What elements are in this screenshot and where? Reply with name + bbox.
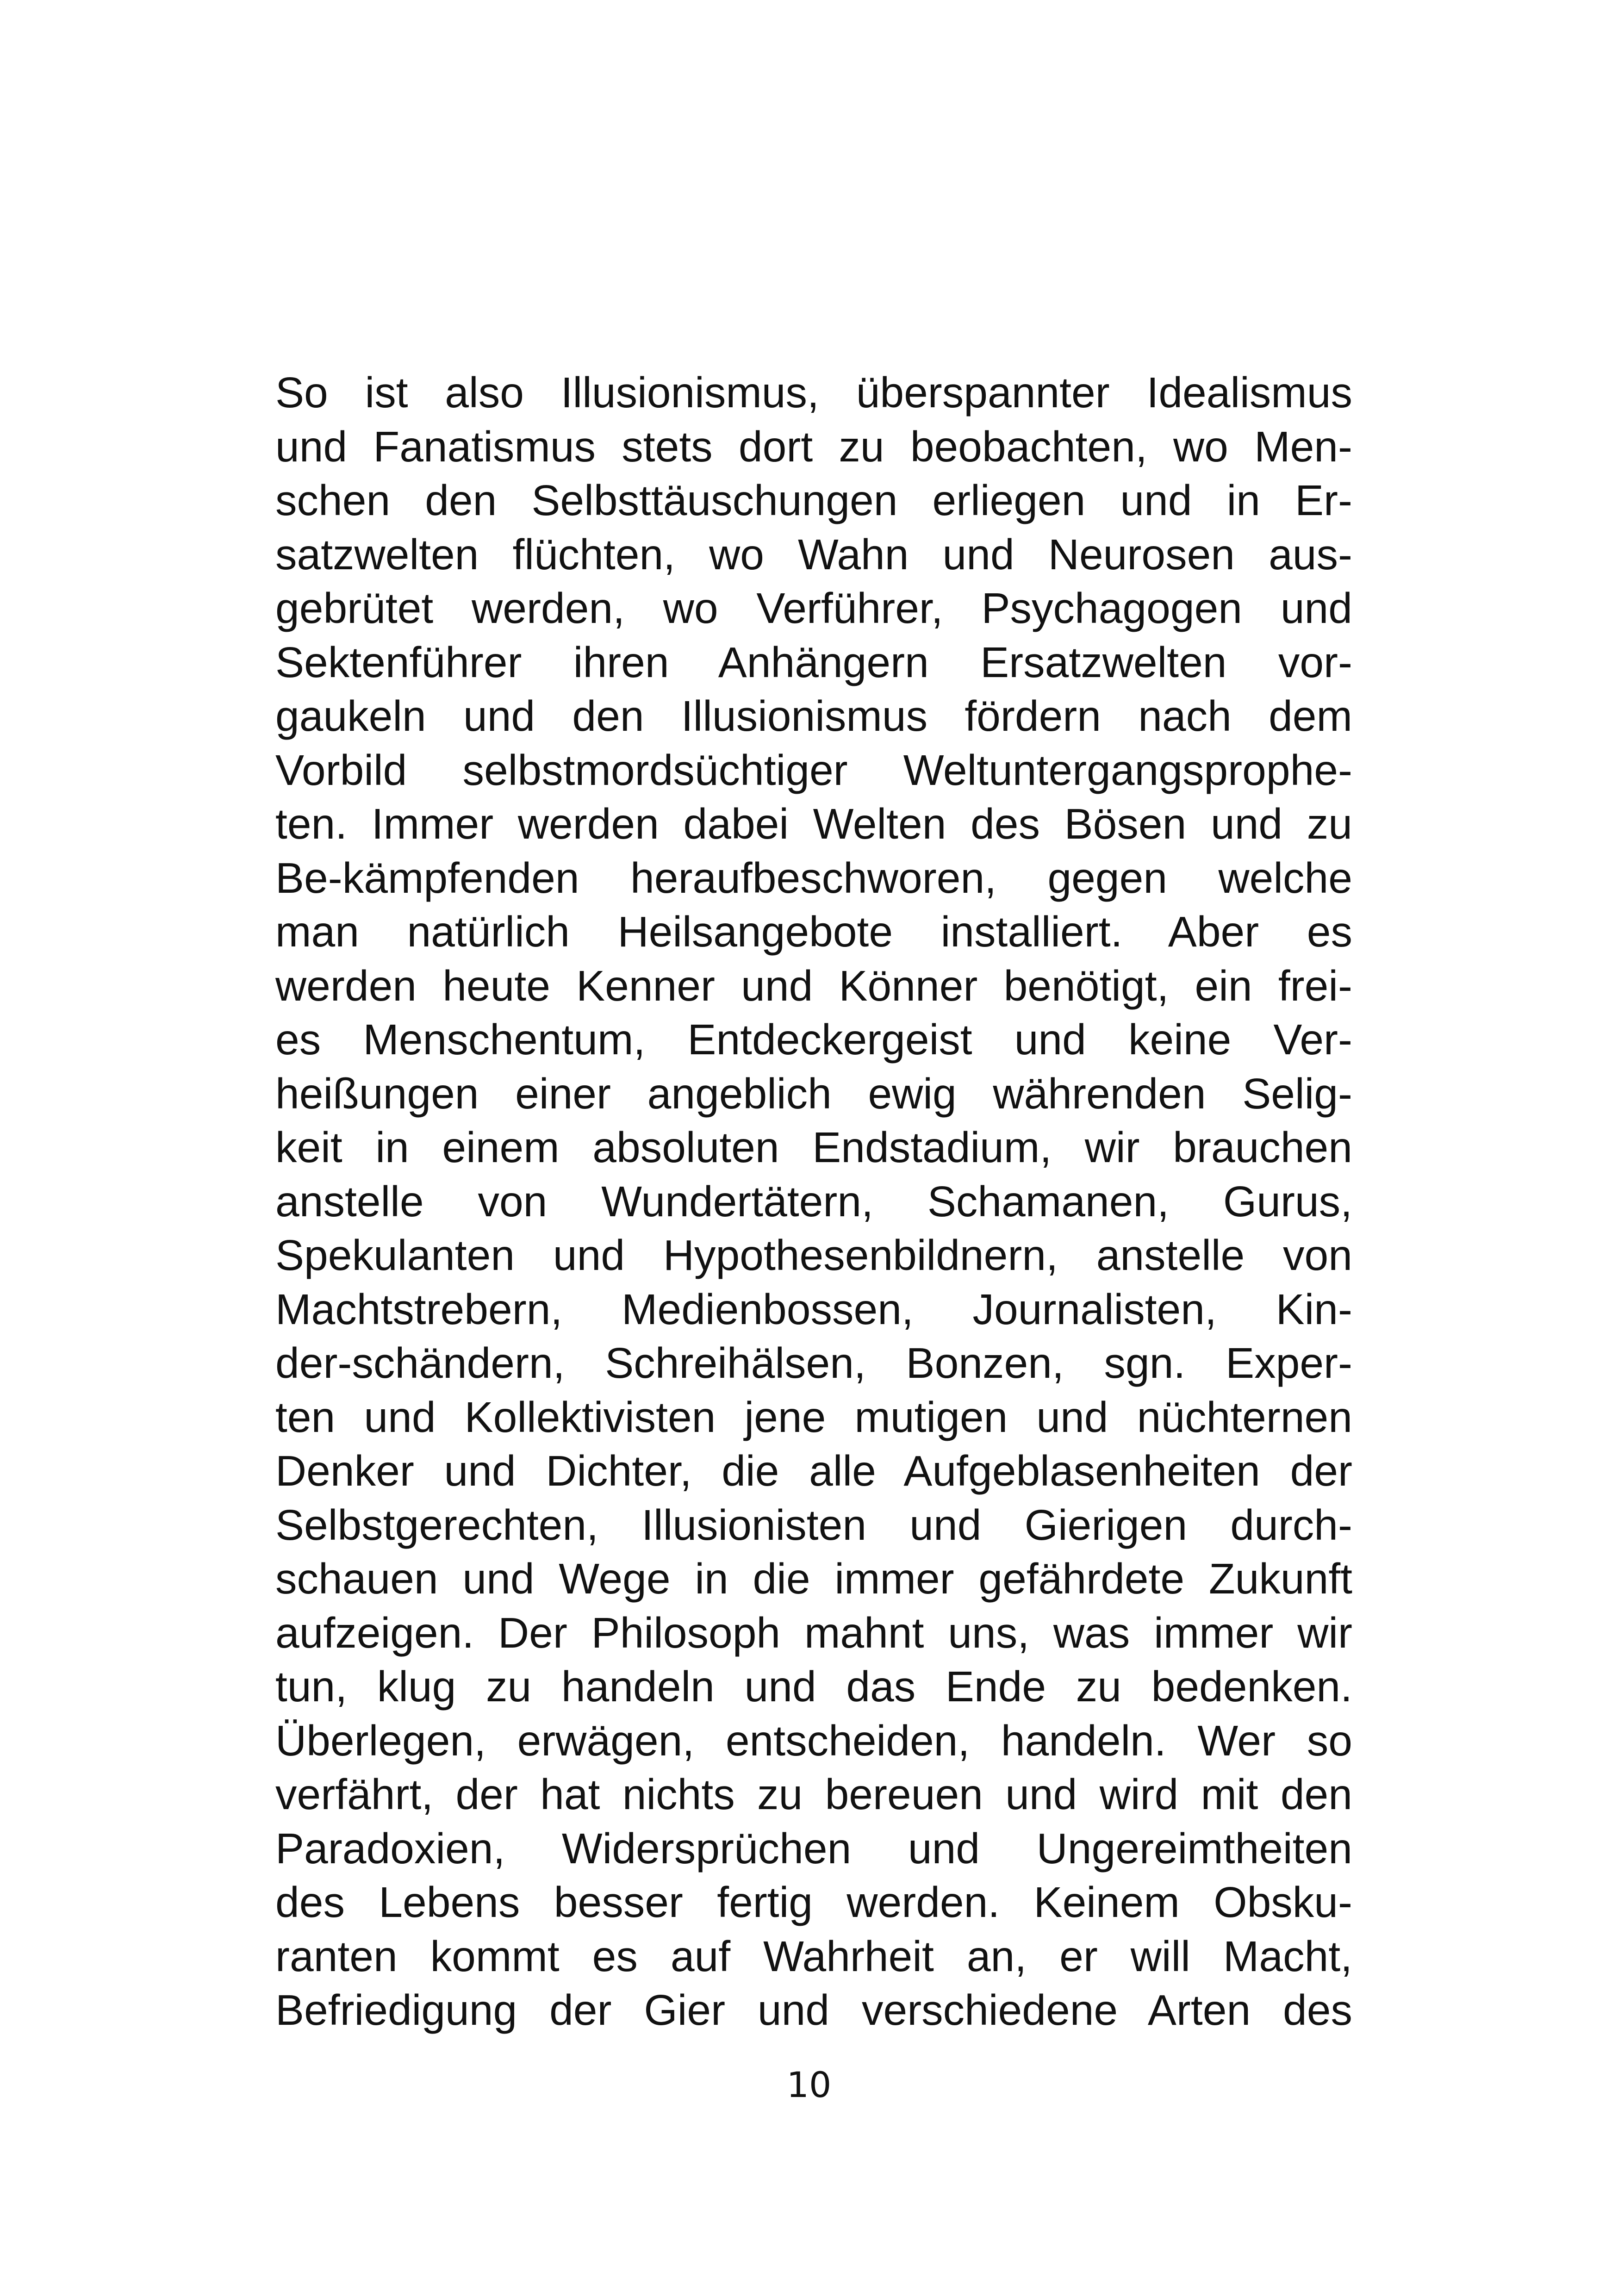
text-line: tun, klug zu handeln und das Ende zu bedenken.	[275, 1662, 1352, 1711]
text-line: schauen und Wege in die immer gefährdete Zukunft	[275, 1555, 1352, 1603]
text-line: Paradoxien, Widersprüchen und Ungereimtheiten	[275, 1824, 1352, 1873]
text-line: heißungen einer angeblich ewig währenden Selig-	[275, 1069, 1352, 1118]
text-line: des Lebens besser fertig werden. Keinem Obsku-	[275, 1878, 1352, 1926]
text-line: verfährt, der hat nichts zu bereuen und wird mit den	[275, 1770, 1352, 1818]
text-line: schen den Selbsttäuschungen erliegen und in Er-	[275, 476, 1352, 524]
text-line: der-schändern, Schreihälsen, Bonzen, sgn. Exper-	[275, 1339, 1352, 1387]
text-line: Sektenführer ihren Anhängern Ersatzwelten vor-	[275, 638, 1352, 686]
text-line: keit in einem absoluten Endstadium, wir brauchen	[275, 1123, 1352, 1171]
text-line: Machtstrebern, Medienbossen, Journalisten, Kin-	[275, 1285, 1352, 1333]
text-line: man natürlich Heilsangebote installiert. Aber es	[275, 908, 1352, 956]
text-line: anstelle von Wundertätern, Schamanen, Gurus,	[275, 1177, 1352, 1226]
text-line: und Fanatismus stets dort zu beobachten, wo Men-	[275, 422, 1352, 471]
text-line: ten. Immer werden dabei Welten des Bösen und zu	[275, 800, 1352, 848]
text-line: Spekulanten und Hypothesenbildnern, anstelle von	[275, 1231, 1352, 1279]
text-line: Überlegen, erwägen, entscheiden, handeln. Wer so	[275, 1716, 1352, 1765]
text-line: ten und Kollektivisten jene mutigen und nüchternen	[275, 1393, 1352, 1441]
text-line: werden heute Kenner und Könner benötigt, ein frei-	[275, 961, 1352, 1010]
text-line: Be-kämpfenden heraufbeschworen, gegen welche	[275, 853, 1352, 902]
text-line: Vorbild selbstmordsüchtiger Weltuntergangsprophe-	[275, 746, 1352, 794]
text-line: es Menschentum, Entdeckergeist und keine Ver-	[275, 1015, 1352, 1064]
page-number: 10	[786, 2064, 832, 2105]
text-line: Denker und Dichter, die alle Aufgeblasenheiten der	[275, 1447, 1352, 1495]
text-line: gaukeln und den Illusionismus fördern nach dem	[275, 692, 1352, 740]
text-line: aufzeigen. Der Philosoph mahnt uns, was immer wir	[275, 1608, 1352, 1657]
text-line: Befriedigung der Gier und verschiedene Arten des	[275, 1986, 1352, 2034]
body-text	[275, 366, 1352, 2037]
text-line: Selbstgerechten, Illusionisten und Gierigen durch-	[275, 1500, 1352, 1549]
text-line: ranten kommt es auf Wahrheit an, er will Macht,	[275, 1932, 1352, 1980]
text-line: So ist also Illusionismus, überspannter Idealismus	[275, 368, 1352, 417]
text-line: satzwelten flüchten, wo Wahn und Neurosen aus-	[275, 530, 1352, 579]
text-line: gebrütet werden, wo Verführer, Psychagogen und	[275, 584, 1352, 632]
